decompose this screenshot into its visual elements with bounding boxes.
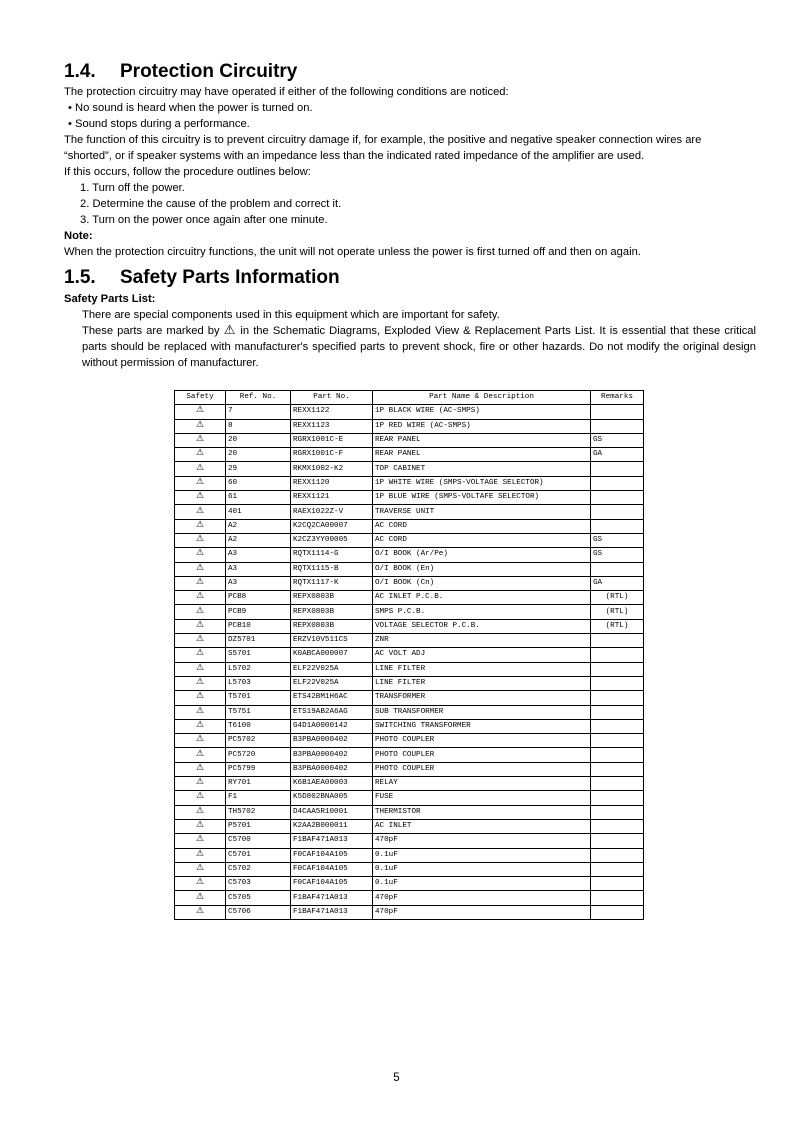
description-cell: LINE FILTER	[373, 676, 591, 690]
table-row	[175, 734, 644, 748]
ref-no-cell: L5703	[226, 676, 291, 690]
safety-cell	[175, 476, 226, 490]
warning-triangle-icon: ⚠	[195, 619, 205, 630]
part-no-cell: B3PBA0000402	[291, 762, 373, 776]
ref-no-cell: T5751	[226, 705, 291, 719]
table-row	[175, 877, 644, 891]
table-row	[175, 562, 644, 576]
warning-triangle-icon: ⚠	[195, 448, 205, 459]
safety-cell	[175, 748, 226, 762]
safety-cell	[175, 705, 226, 719]
table-row	[175, 834, 644, 848]
safety-paragraph: These parts are marked by ⚠ in the Schematic Diagrams, Exploded View & Replacement Parts List. It is essential that these critical parts should be replaced with manufacturer's specified parts to prevent shock, fire or other hazards. Do not modify the original design without permission of manufacturer.	[82, 323, 757, 369]
table-row	[175, 691, 644, 705]
section-title: Safety Parts Information	[120, 267, 340, 288]
safety-cell	[175, 848, 226, 862]
function-text: “shorted”, or if speaker systems with an impedance less than the indicated rated impedance of the amplifier are used.	[64, 150, 645, 162]
description-cell: 1P BLACK WIRE (AC-SMPS)	[373, 405, 591, 419]
table-row	[175, 505, 644, 519]
part-no-cell: G4D1A0000142	[291, 719, 373, 733]
safety-cell	[175, 433, 226, 447]
part-no-cell: RQTX1115-B	[291, 562, 373, 576]
description-cell: SMPS P.C.B.	[373, 605, 591, 619]
remarks-cell	[591, 419, 644, 433]
safety-cell	[175, 605, 226, 619]
description-cell: SUB TRANSFORMER	[373, 705, 591, 719]
description-cell: PHOTO COUPLER	[373, 748, 591, 762]
remarks-cell: GA	[591, 448, 644, 462]
section-number: 1.4.	[64, 61, 96, 82]
table-row	[175, 533, 644, 547]
ref-no-cell: C5705	[226, 891, 291, 905]
remarks-cell	[591, 634, 644, 648]
description-cell: 1P BLUE WIRE (SMPS-VOLTAFE SELECTOR)	[373, 491, 591, 505]
remarks-cell	[591, 862, 644, 876]
remarks-cell	[591, 476, 644, 490]
description-cell: LINE FILTER	[373, 662, 591, 676]
description-cell: SWITCHING TRANSFORMER	[373, 719, 591, 733]
description-cell: TOP CABINET	[373, 462, 591, 476]
warning-triangle-icon: ⚠	[195, 891, 205, 902]
safety-cell	[175, 662, 226, 676]
safety-cell	[175, 762, 226, 776]
warning-triangle-icon: ⚠	[195, 491, 205, 502]
part-no-cell: RGRX1001C-F	[291, 448, 373, 462]
description-cell: AC CORD	[373, 519, 591, 533]
warning-triangle-icon: ⚠	[195, 534, 205, 545]
ref-no-cell: C5702	[226, 862, 291, 876]
ref-no-cell: T5701	[226, 691, 291, 705]
warning-triangle-icon: ⚠	[195, 748, 205, 759]
safety-cell	[175, 562, 226, 576]
description-cell: 470pF	[373, 834, 591, 848]
description-cell: PHOTO COUPLER	[373, 734, 591, 748]
safety-cell	[175, 405, 226, 419]
safety-parts-list-label: Safety Parts List:	[64, 293, 156, 305]
table-row	[175, 805, 644, 819]
remarks-cell	[591, 705, 644, 719]
remarks-cell: (RTL)	[591, 605, 644, 619]
remarks-cell	[591, 762, 644, 776]
note-label: Note:	[64, 230, 93, 242]
procedure-step: 2. Determine the cause of the problem and correct it.	[80, 198, 342, 210]
safety-parts-table	[174, 390, 644, 920]
part-no-cell: F0CAF104A105	[291, 862, 373, 876]
description-cell: 470pF	[373, 905, 591, 919]
part-no-cell: B3PBA0000402	[291, 734, 373, 748]
ref-no-cell: A2	[226, 533, 291, 547]
part-no-cell: REXX1121	[291, 491, 373, 505]
description-cell: 470pF	[373, 891, 591, 905]
description-cell: RELAY	[373, 777, 591, 791]
warning-triangle-icon: ⚠	[195, 419, 205, 430]
remarks-cell: GA	[591, 576, 644, 590]
remarks-cell	[591, 676, 644, 690]
safety-cell	[175, 619, 226, 633]
description-cell: AC CORD	[373, 533, 591, 547]
ref-no-cell: C5700	[226, 834, 291, 848]
safety-cell	[175, 533, 226, 547]
table-row	[175, 748, 644, 762]
table-row	[175, 705, 644, 719]
description-cell: 1P WHITE WIRE (SMPS-VOLTAGE SELECTOR)	[373, 476, 591, 490]
safety-cell	[175, 491, 226, 505]
description-cell: O/I BOOK (Cn)	[373, 576, 591, 590]
part-no-cell: ERZV10V511CS	[291, 634, 373, 648]
safety-cell	[175, 819, 226, 833]
procedure-intro: If this occurs, follow the procedure outlines below:	[64, 166, 311, 178]
part-no-cell: D4CAA5R10001	[291, 805, 373, 819]
safety-cell	[175, 576, 226, 590]
safety-cell	[175, 505, 226, 519]
table-row	[175, 462, 644, 476]
description-cell: O/I BOOK (Ar/Pe)	[373, 548, 591, 562]
part-no-cell: K6B1AEA00003	[291, 777, 373, 791]
remarks-cell	[591, 777, 644, 791]
part-no-cell: RQTX1114-G	[291, 548, 373, 562]
part-no-cell: ELF22V025A	[291, 676, 373, 690]
description-cell: AC INLET	[373, 819, 591, 833]
part-no-cell: REXX1123	[291, 419, 373, 433]
table-row	[175, 891, 644, 905]
remarks-cell	[591, 405, 644, 419]
remarks-cell	[591, 834, 644, 848]
remarks-cell	[591, 748, 644, 762]
warning-triangle-icon: ⚠	[195, 862, 205, 873]
ref-no-cell: 60	[226, 476, 291, 490]
description-cell: TRAVERSE UNIT	[373, 505, 591, 519]
safety-cell	[175, 462, 226, 476]
warning-triangle-icon: ⚠	[195, 791, 205, 802]
section-1-5-heading	[64, 267, 340, 289]
ref-no-cell: A3	[226, 548, 291, 562]
part-no-cell: K2CZ3YY00005	[291, 533, 373, 547]
safety-cell	[175, 877, 226, 891]
section-1-4-heading	[64, 61, 297, 83]
section-title: Protection Circuitry	[120, 61, 298, 82]
remarks-cell	[591, 819, 644, 833]
ref-no-cell: PC5702	[226, 734, 291, 748]
ref-no-cell: PCB9	[226, 605, 291, 619]
description-cell: PHOTO COUPLER	[373, 762, 591, 776]
part-no-cell: RGRX1001C-E	[291, 433, 373, 447]
table-row	[175, 791, 644, 805]
part-no-cell: K2CQ2CA00007	[291, 519, 373, 533]
description-cell: ZNR	[373, 634, 591, 648]
table-row	[175, 634, 644, 648]
warning-triangle-icon: ⚠	[195, 548, 205, 559]
header-ref-no: Ref. No.	[226, 391, 291, 405]
safety-cell	[175, 419, 226, 433]
part-no-cell: ETS19AB2A6AG	[291, 705, 373, 719]
ref-no-cell: 61	[226, 491, 291, 505]
warning-triangle-icon: ⚠	[195, 848, 205, 859]
warning-triangle-icon: ⚠	[195, 734, 205, 745]
warning-triangle-icon: ⚠	[195, 820, 205, 831]
part-no-cell: K2AA2B000011	[291, 819, 373, 833]
safety-cell	[175, 891, 226, 905]
ref-no-cell: 401	[226, 505, 291, 519]
ref-no-cell: C5703	[226, 877, 291, 891]
header-description: Part Name & Description	[373, 391, 591, 405]
part-no-cell: RQTX1117-K	[291, 576, 373, 590]
description-cell: VOLTAGE SELECTOR P.C.B.	[373, 619, 591, 633]
ref-no-cell: T6100	[226, 719, 291, 733]
remarks-cell: GS	[591, 433, 644, 447]
part-no-cell: REPX0803B	[291, 605, 373, 619]
description-cell: REAR PANEL	[373, 433, 591, 447]
warning-triangle-icon: ⚠	[195, 462, 205, 473]
ref-no-cell: C5701	[226, 848, 291, 862]
ref-no-cell: PC5799	[226, 762, 291, 776]
warning-triangle-icon: ⚠	[195, 577, 205, 587]
warning-triangle-icon: ⚠	[195, 777, 205, 788]
remarks-cell	[591, 648, 644, 662]
table-row	[175, 777, 644, 791]
description-cell: THERMISTOR	[373, 805, 591, 819]
bullet-item: • No sound is heard when the power is turned on.	[68, 102, 313, 114]
warning-triangle-icon: ⚠	[195, 691, 205, 702]
remarks-cell	[591, 877, 644, 891]
table-row	[175, 519, 644, 533]
description-cell: 0.1uF	[373, 862, 591, 876]
table-row	[175, 591, 644, 605]
warning-triangle-icon: ⚠	[195, 762, 205, 773]
table-row	[175, 405, 644, 419]
table-row	[175, 762, 644, 776]
warning-triangle-icon: ⚠	[195, 905, 205, 916]
description-cell: 1P RED WIRE (AC-SMPS)	[373, 419, 591, 433]
ref-no-cell: 20	[226, 448, 291, 462]
header-remarks: Remarks	[591, 391, 644, 405]
warning-triangle-icon: ⚠	[195, 662, 205, 673]
safety-cell	[175, 791, 226, 805]
description-cell: AC VOLT ADJ	[373, 648, 591, 662]
remarks-cell	[591, 891, 644, 905]
part-no-cell: REXX1122	[291, 405, 373, 419]
safety-cell	[175, 548, 226, 562]
ref-no-cell: 7	[226, 405, 291, 419]
table-row	[175, 476, 644, 490]
warning-triangle-icon: ⚠	[195, 605, 205, 616]
part-no-cell: REXX1120	[291, 476, 373, 490]
remarks-cell	[591, 805, 644, 819]
table-row	[175, 491, 644, 505]
remarks-cell	[591, 848, 644, 862]
table-row	[175, 648, 644, 662]
procedure-step: 3. Turn on the power once again after one minute.	[80, 214, 328, 226]
safety-cell	[175, 777, 226, 791]
remarks-cell	[591, 691, 644, 705]
remarks-cell	[591, 505, 644, 519]
remarks-cell	[591, 791, 644, 805]
part-no-cell: F0CAF104A105	[291, 848, 373, 862]
safety-cell	[175, 591, 226, 605]
safety-cell	[175, 805, 226, 819]
part-no-cell: ETS42BM1H6AC	[291, 691, 373, 705]
remarks-cell	[591, 491, 644, 505]
warning-triangle-icon: ⚠	[195, 505, 205, 516]
table-row	[175, 605, 644, 619]
warning-triangle-icon: ⚠	[195, 677, 205, 688]
part-no-cell: F1BAF471A013	[291, 891, 373, 905]
part-no-cell: RAEX1022Z-V	[291, 505, 373, 519]
safety-cell	[175, 719, 226, 733]
ref-no-cell: A3	[226, 576, 291, 590]
table-row	[175, 819, 644, 833]
part-no-cell: RKMX1002-K2	[291, 462, 373, 476]
remarks-cell	[591, 905, 644, 919]
ref-no-cell: F1	[226, 791, 291, 805]
ref-no-cell: DZ5701	[226, 634, 291, 648]
description-cell: FUSE	[373, 791, 591, 805]
safety-cell	[175, 905, 226, 919]
warning-triangle-icon: ⚠	[223, 323, 237, 338]
warning-triangle-icon: ⚠	[195, 434, 205, 445]
safety-cell	[175, 519, 226, 533]
table-row	[175, 676, 644, 690]
safety-cell	[175, 862, 226, 876]
ref-no-cell: TH5702	[226, 805, 291, 819]
ref-no-cell: P5701	[226, 819, 291, 833]
table-row	[175, 862, 644, 876]
warning-triangle-icon: ⚠	[195, 834, 205, 845]
warning-triangle-icon: ⚠	[195, 719, 205, 730]
safety-cell	[175, 634, 226, 648]
description-cell: 0.1uF	[373, 877, 591, 891]
ref-no-cell: A2	[226, 519, 291, 533]
ref-no-cell: S5701	[226, 648, 291, 662]
safety-cell	[175, 734, 226, 748]
intro-text: The protection circuitry may have operated if either of the following conditions are noticed:	[64, 86, 509, 98]
part-no-cell: F0CAF104A105	[291, 877, 373, 891]
part-no-cell: B3PBA0000402	[291, 748, 373, 762]
part-no-cell: REPX0803B	[291, 591, 373, 605]
warning-triangle-icon: ⚠	[195, 877, 205, 888]
description-cell: O/I BOOK (En)	[373, 562, 591, 576]
remarks-cell	[591, 662, 644, 676]
part-no-cell: ELF22V025A	[291, 662, 373, 676]
remarks-cell	[591, 719, 644, 733]
ref-no-cell: PCB10	[226, 619, 291, 633]
table-row	[175, 548, 644, 562]
remarks-cell	[591, 462, 644, 476]
ref-no-cell: 20	[226, 433, 291, 447]
table-row	[175, 662, 644, 676]
warning-triangle-icon: ⚠	[195, 591, 205, 602]
description-cell: TRANSFORMER	[373, 691, 591, 705]
part-no-cell: F1BAF471A013	[291, 905, 373, 919]
part-no-cell: REPX0803B	[291, 619, 373, 633]
remarks-cell	[591, 519, 644, 533]
table-body	[175, 405, 644, 920]
table-row	[175, 619, 644, 633]
table-row	[175, 448, 644, 462]
part-no-cell: K0ABCA000007	[291, 648, 373, 662]
safety-cell	[175, 448, 226, 462]
description-cell: AC INLET P.C.B.	[373, 591, 591, 605]
section-number: 1.5.	[64, 267, 96, 288]
remarks-cell: GS	[591, 548, 644, 562]
bullet-item: • Sound stops during a performance.	[68, 118, 250, 130]
warning-triangle-icon: ⚠	[195, 705, 205, 716]
table-header-row	[175, 391, 644, 405]
description-cell: REAR PANEL	[373, 448, 591, 462]
ref-no-cell: RY701	[226, 777, 291, 791]
remarks-cell	[591, 562, 644, 576]
warning-triangle-icon: ⚠	[195, 805, 205, 816]
function-text: The function of this circuitry is to prevent circuitry damage if, for example, the positive and negative speaker connection wires are	[64, 134, 702, 146]
part-no-cell: F1BAF471A013	[291, 834, 373, 848]
header-part-no: Part No.	[291, 391, 373, 405]
table-row	[175, 719, 644, 733]
part-no-cell: K5D802BNA005	[291, 791, 373, 805]
warning-triangle-icon: ⚠	[195, 519, 205, 530]
ref-no-cell: PCB8	[226, 591, 291, 605]
table-row	[175, 905, 644, 919]
table-row	[175, 848, 644, 862]
warning-triangle-icon: ⚠	[195, 405, 205, 416]
description-cell: 0.1uF	[373, 848, 591, 862]
safety-cell	[175, 676, 226, 690]
warning-triangle-icon: ⚠	[195, 562, 205, 573]
table-row	[175, 433, 644, 447]
safety-intro: There are special components used in this equipment which are important for safety.	[82, 309, 500, 321]
page-number: 5	[393, 1072, 400, 1084]
remarks-cell: GS	[591, 533, 644, 547]
ref-no-cell: L5702	[226, 662, 291, 676]
procedure-step: 1. Turn off the power.	[80, 182, 185, 194]
table-row	[175, 419, 644, 433]
remarks-cell	[591, 734, 644, 748]
warning-triangle-icon: ⚠	[195, 476, 205, 487]
header-safety: Safety	[175, 391, 226, 405]
ref-no-cell: PC5720	[226, 748, 291, 762]
remarks-cell: (RTL)	[591, 619, 644, 633]
ref-no-cell: C5706	[226, 905, 291, 919]
warning-triangle-icon: ⚠	[195, 634, 205, 645]
table-row	[175, 576, 644, 590]
remarks-cell: (RTL)	[591, 591, 644, 605]
ref-no-cell: A3	[226, 562, 291, 576]
warning-triangle-icon: ⚠	[195, 648, 205, 659]
note-text: When the protection circuitry functions, the unit will not operate unless the power is first turned off and then on again.	[64, 246, 641, 258]
safety-cell	[175, 648, 226, 662]
safety-cell	[175, 834, 226, 848]
ref-no-cell: 29	[226, 462, 291, 476]
safety-cell	[175, 691, 226, 705]
ref-no-cell: 8	[226, 419, 291, 433]
